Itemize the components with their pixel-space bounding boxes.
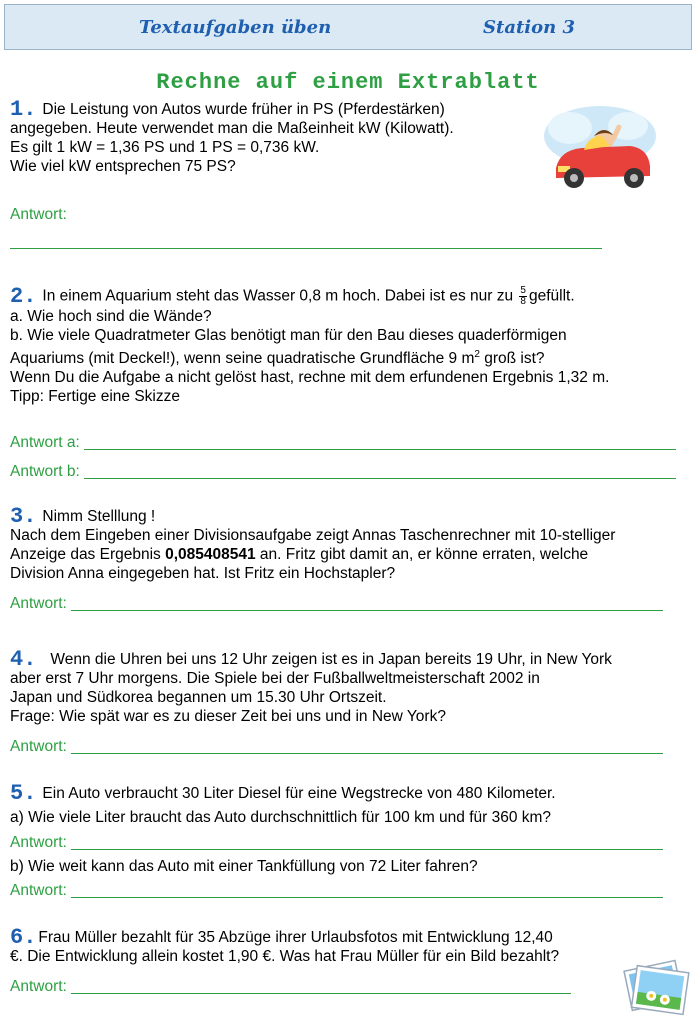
answer-label: Antwort: — [10, 738, 67, 755]
task-text: groß ist? — [479, 350, 545, 368]
header-bar — [4, 4, 692, 50]
task-text: Wie viel kW entsprechen 75 PS? — [10, 158, 236, 175]
task-text: Nach dem Eingeben einer Divisionsaufgabe zeigt Annas Taschenrechner mit 10-stelliger — [10, 527, 616, 544]
photo-frame — [631, 966, 688, 1015]
task-text: b) Wie weit kann das Auto mit einer Tankfüllung von 72 Liter fahren? — [10, 858, 478, 875]
header-station: Station 3 — [483, 17, 576, 38]
task-text: Die Leistung von Autos wurde früher in PS (Pferdestärken) — [42, 101, 445, 118]
task-text: an. Fritz gibt damit an, er könne erraten, welche — [255, 546, 589, 563]
calculator-result: 0,085408541 — [165, 546, 256, 563]
task-number: 5. — [10, 781, 37, 806]
page-title: Rechne auf einem Extrablatt — [156, 70, 540, 95]
task-text: b. Wie viele Quadratmeter Glas benötigt man für den Bau dieses quaderförmigen — [10, 327, 567, 344]
answer-label: Antwort: — [10, 206, 67, 223]
task-text: Division Anna eingegeben hat. Ist Fritz ein Hochstapler? — [10, 565, 396, 582]
task-4 — [10, 647, 690, 726]
task-5 — [10, 781, 690, 806]
task-text: €. Die Entwicklung allein kostet 1,90 €. Was hat Frau Müller für ein Bild bezahlt? — [10, 948, 560, 965]
car-illustration — [540, 98, 660, 198]
task-text: Aquariums (mit Deckel!), wenn seine quadratische Grundfläche 9 m — [10, 350, 475, 368]
task-6 — [10, 925, 690, 966]
task-5a — [10, 808, 690, 827]
task-text: Frau Müller bezahlt für 35 Abzüge ihrer Urlaubsfotos mit Entwicklung 12,40 — [38, 929, 553, 946]
answer-line[interactable] — [71, 597, 663, 611]
answer-label: Antwort: — [10, 595, 67, 612]
task-text: a) Wie viele Liter braucht das Auto durchschnittlich für 100 km und für 360 km? — [10, 809, 552, 826]
task-3 — [10, 504, 690, 583]
answer-row — [10, 978, 571, 996]
task-text: Es gilt 1 kW = 1,36 PS und 1 PS = 0,736 kW. — [10, 139, 320, 156]
answer-label: Antwort: — [10, 834, 67, 851]
task-number: 6. — [10, 925, 37, 950]
answer-line[interactable] — [84, 436, 676, 450]
task-number: 3. — [10, 504, 37, 529]
task-text: In einem Aquarium steht das Wasser 0,8 m hoch. Dabei ist es nur zu — [42, 287, 514, 305]
task-text: Japan und Südkorea begannen um 15.30 Uhr Ortszeit. — [10, 689, 387, 706]
answer-a-row — [10, 434, 676, 452]
task-text: Anzeige das Ergebnis — [10, 546, 166, 563]
task-number: 2. — [10, 283, 37, 309]
answer-line[interactable] — [84, 465, 676, 479]
answer-label: Antwort: — [10, 978, 67, 995]
task-number: 4. — [10, 647, 37, 672]
answer-line[interactable] — [71, 980, 571, 994]
task-text: Wenn die Uhren bei uns 12 Uhr zeigen ist es in Japan bereits 19 Uhr, in New York — [50, 651, 612, 668]
answer-b-row — [10, 463, 676, 481]
task-text: Wenn Du die Aufgabe a nicht gelöst hast, rechne mit dem erfundenen Ergebnis 1,32 m. — [10, 369, 610, 387]
fraction: $\frac{5}{8}$ — [520, 285, 526, 307]
task-text: gefüllt. — [528, 287, 575, 305]
answer-row — [10, 738, 663, 756]
answer-line[interactable] — [71, 884, 663, 898]
answer-row — [10, 595, 663, 613]
answer-row — [10, 882, 663, 900]
answer-row — [10, 834, 663, 852]
header-title: Textaufgaben üben — [139, 17, 332, 38]
answer-line[interactable] — [71, 836, 663, 850]
photos-illustration — [620, 955, 692, 1019]
task-2: 2. In einem Aquarium steht das Wasser 0,8 m hoch. Dabei ist es nur zu $\frac{5}{8}$ gefüllt. a. Wie hoch sind die Wände? b. Wie viele Quadratmeter Glas benötigt man für den Bau dieses quaderförmigen Aquariums (mit Deckel!), wenn seine quadratische Grundfläche 9 $m^2$ groß ist? Wenn Du die Aufgabe a nicht gelöst hast, rechne mit dem erfundenen Ergebnis 1,32 m. Tipp: Fertige eine Skizze — [10, 286, 690, 406]
answer-line[interactable] — [71, 740, 663, 754]
task-text: aber erst 7 Uhr morgens. Die Spiele bei der Fußballweltmeisterschaft 2002 in — [10, 670, 540, 687]
answer-label: Antwort a: — [10, 434, 80, 451]
task-text: Ein Auto verbraucht 30 Liter Diesel für eine Wegstrecke von 480 Kilometer. — [42, 785, 556, 802]
task-5b — [10, 857, 690, 876]
answer-label: Antwort b: — [10, 463, 80, 480]
task-text: angegeben. Heute verwendet man die Maßeinheit kW (Kilowatt). — [10, 120, 454, 137]
task-text: Frage: Wie spät war es zu dieser Zeit bei uns und in New York? — [10, 708, 446, 725]
answer-line[interactable] — [10, 248, 602, 249]
task-text: Tipp: Fertige eine Skizze — [10, 388, 181, 406]
task-text: Nimm Stelllung ! — [42, 508, 156, 525]
task-text: a. Wie hoch sind die Wände? — [10, 308, 212, 325]
answer-label: Antwort: — [10, 882, 67, 899]
task-number: 1. — [10, 97, 37, 122]
